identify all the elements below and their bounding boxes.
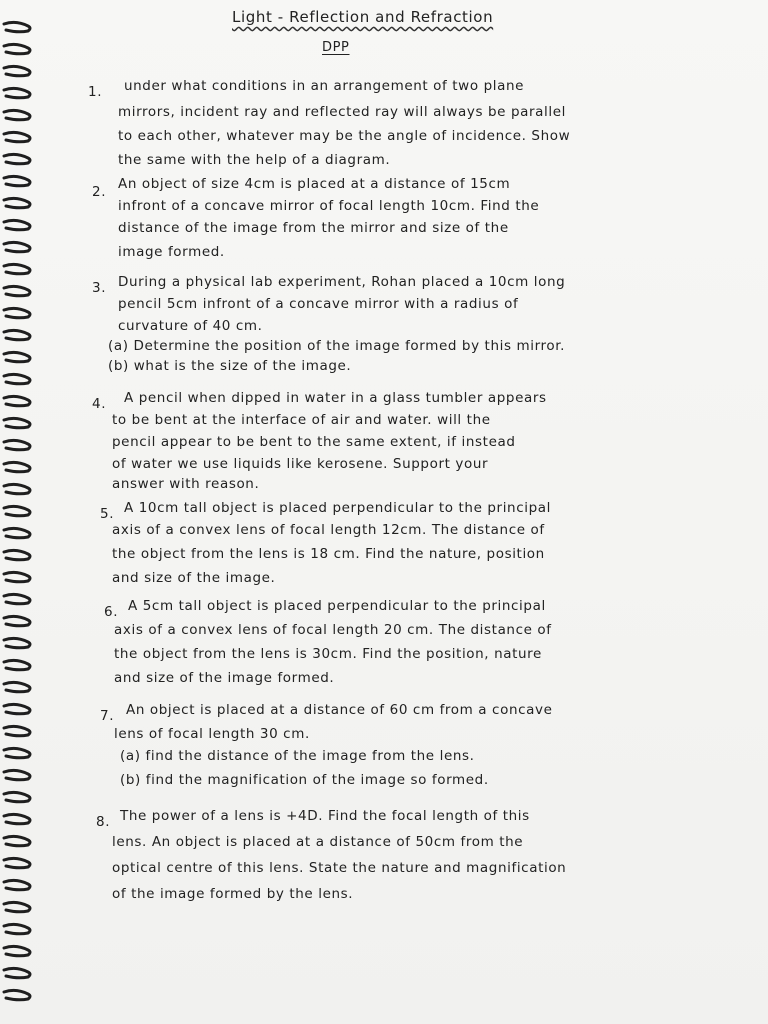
question-line: the object from the lens is 18 cm. Find the nature, position — [112, 546, 545, 562]
spiral-ring — [4, 990, 30, 999]
spiral-ring — [4, 858, 30, 867]
question-number: 6. — [104, 604, 119, 620]
question-line: image formed. — [118, 244, 225, 260]
question-number: 8. — [96, 814, 111, 830]
question-line: to each other, whatever may be the angle of incidence. Show — [118, 128, 571, 144]
question-line: of water we use liquids like kerosene. Support your — [112, 456, 489, 472]
question-line: distance of the image from the mirror and size of the — [118, 220, 509, 236]
spiral-ring — [4, 352, 30, 361]
question-number: 1. — [88, 84, 103, 100]
spiral-ring — [4, 220, 30, 229]
spiral-ring — [4, 726, 30, 735]
spiral-ring — [4, 550, 30, 559]
spiral-ring — [4, 462, 30, 471]
question-line: (a) find the distance of the image from the lens. — [120, 748, 475, 764]
question-line: the same with the help of a diagram. — [118, 152, 391, 168]
spiral-ring — [4, 506, 30, 515]
spiral-ring — [4, 682, 30, 691]
question-number: 7. — [100, 708, 115, 724]
page-subtitle: DPP — [322, 40, 350, 55]
question-line: of the image formed by the lens. — [112, 886, 354, 902]
question-line: lens. An object is placed at a distance of 50cm from the — [112, 834, 524, 850]
question-line: An object is placed at a distance of 60 cm from a concave — [126, 702, 553, 718]
question-line: A 5cm tall object is placed perpendicular to the principal — [128, 598, 546, 614]
question-line: the object from the lens is 30cm. Find the position, nature — [114, 646, 542, 662]
spiral-ring — [4, 132, 30, 141]
spiral-ring — [4, 968, 30, 977]
question-line: During a physical lab experiment, Rohan placed a 10cm long — [118, 274, 566, 290]
question-number: 5. — [100, 506, 115, 522]
question-line: curvature of 40 cm. — [118, 318, 263, 334]
spiral-ring — [4, 440, 30, 449]
spiral-ring — [4, 154, 30, 163]
spiral-ring — [4, 22, 30, 31]
spiral-ring — [4, 88, 30, 97]
spiral-ring — [4, 902, 30, 911]
spiral-ring — [4, 594, 30, 603]
question-line: pencil 5cm infront of a concave mirror with a radius of — [118, 296, 519, 312]
question-line: (b) what is the size of the image. — [108, 358, 352, 374]
spiral-ring — [4, 946, 30, 955]
question-line: answer with reason. — [112, 476, 260, 492]
question-line: (a) Determine the position of the image formed by this mirror. — [108, 338, 566, 354]
spiral-ring — [4, 264, 30, 273]
question-number: 4. — [92, 396, 107, 412]
spiral-ring — [4, 66, 30, 75]
spiral-ring — [4, 616, 30, 625]
spiral-ring — [4, 924, 30, 933]
spiral-ring — [4, 638, 30, 647]
spiral-ring — [4, 572, 30, 581]
question-number: 2. — [92, 184, 107, 200]
spiral-ring — [4, 242, 30, 251]
spiral-ring — [4, 44, 30, 53]
page-title: Light - Reflection and Refraction — [232, 8, 494, 26]
spiral-ring — [4, 880, 30, 889]
question-line: An object of size 4cm is placed at a distance of 15cm — [118, 176, 511, 192]
question-line: pencil appear to be bent to the same extent, if instead — [112, 434, 516, 450]
question-line: optical centre of this lens. State the nature and magnification — [112, 860, 567, 876]
spiral-ring — [4, 792, 30, 801]
spiral-ring — [4, 836, 30, 845]
spiral-ring — [4, 374, 30, 383]
spiral-ring — [4, 418, 30, 427]
question-line: axis of a convex lens of focal length 12cm. The distance of — [112, 522, 545, 538]
spiral-ring — [4, 396, 30, 405]
question-line: lens of focal length 30 cm. — [114, 726, 310, 742]
spiral-ring — [4, 770, 30, 779]
question-line: axis of a convex lens of focal length 20 cm. The distance of — [114, 622, 552, 638]
question-line: (b) find the magnification of the image so formed. — [120, 772, 489, 788]
spiral-ring — [4, 704, 30, 713]
spiral-ring — [4, 330, 30, 339]
spiral-ring — [4, 528, 30, 537]
question-line: and size of the image formed. — [114, 670, 335, 686]
spiral-ring — [4, 484, 30, 493]
spiral-ring — [4, 110, 30, 119]
question-line: The power of a lens is +4D. Find the focal length of this — [120, 808, 530, 824]
spiral-ring — [4, 814, 30, 823]
spiral-ring — [4, 308, 30, 317]
question-line: under what conditions in an arrangement of two plane — [124, 78, 525, 94]
question-number: 3. — [92, 280, 107, 296]
spiral-ring — [4, 286, 30, 295]
question-line: mirrors, incident ray and reflected ray will always be parallel — [118, 104, 566, 120]
spiral-binding — [0, 0, 40, 1024]
spiral-ring — [4, 198, 30, 207]
question-line: A pencil when dipped in water in a glass tumbler appears — [124, 390, 547, 406]
spiral-ring — [4, 660, 30, 669]
question-line: infront of a concave mirror of focal length 10cm. Find the — [118, 198, 540, 214]
question-line: and size of the image. — [112, 570, 276, 586]
question-line: A 10cm tall object is placed perpendicular to the principal — [124, 500, 551, 516]
spiral-ring — [4, 748, 30, 757]
question-line: to be bent at the interface of air and water. will the — [112, 412, 491, 428]
spiral-ring — [4, 176, 30, 185]
